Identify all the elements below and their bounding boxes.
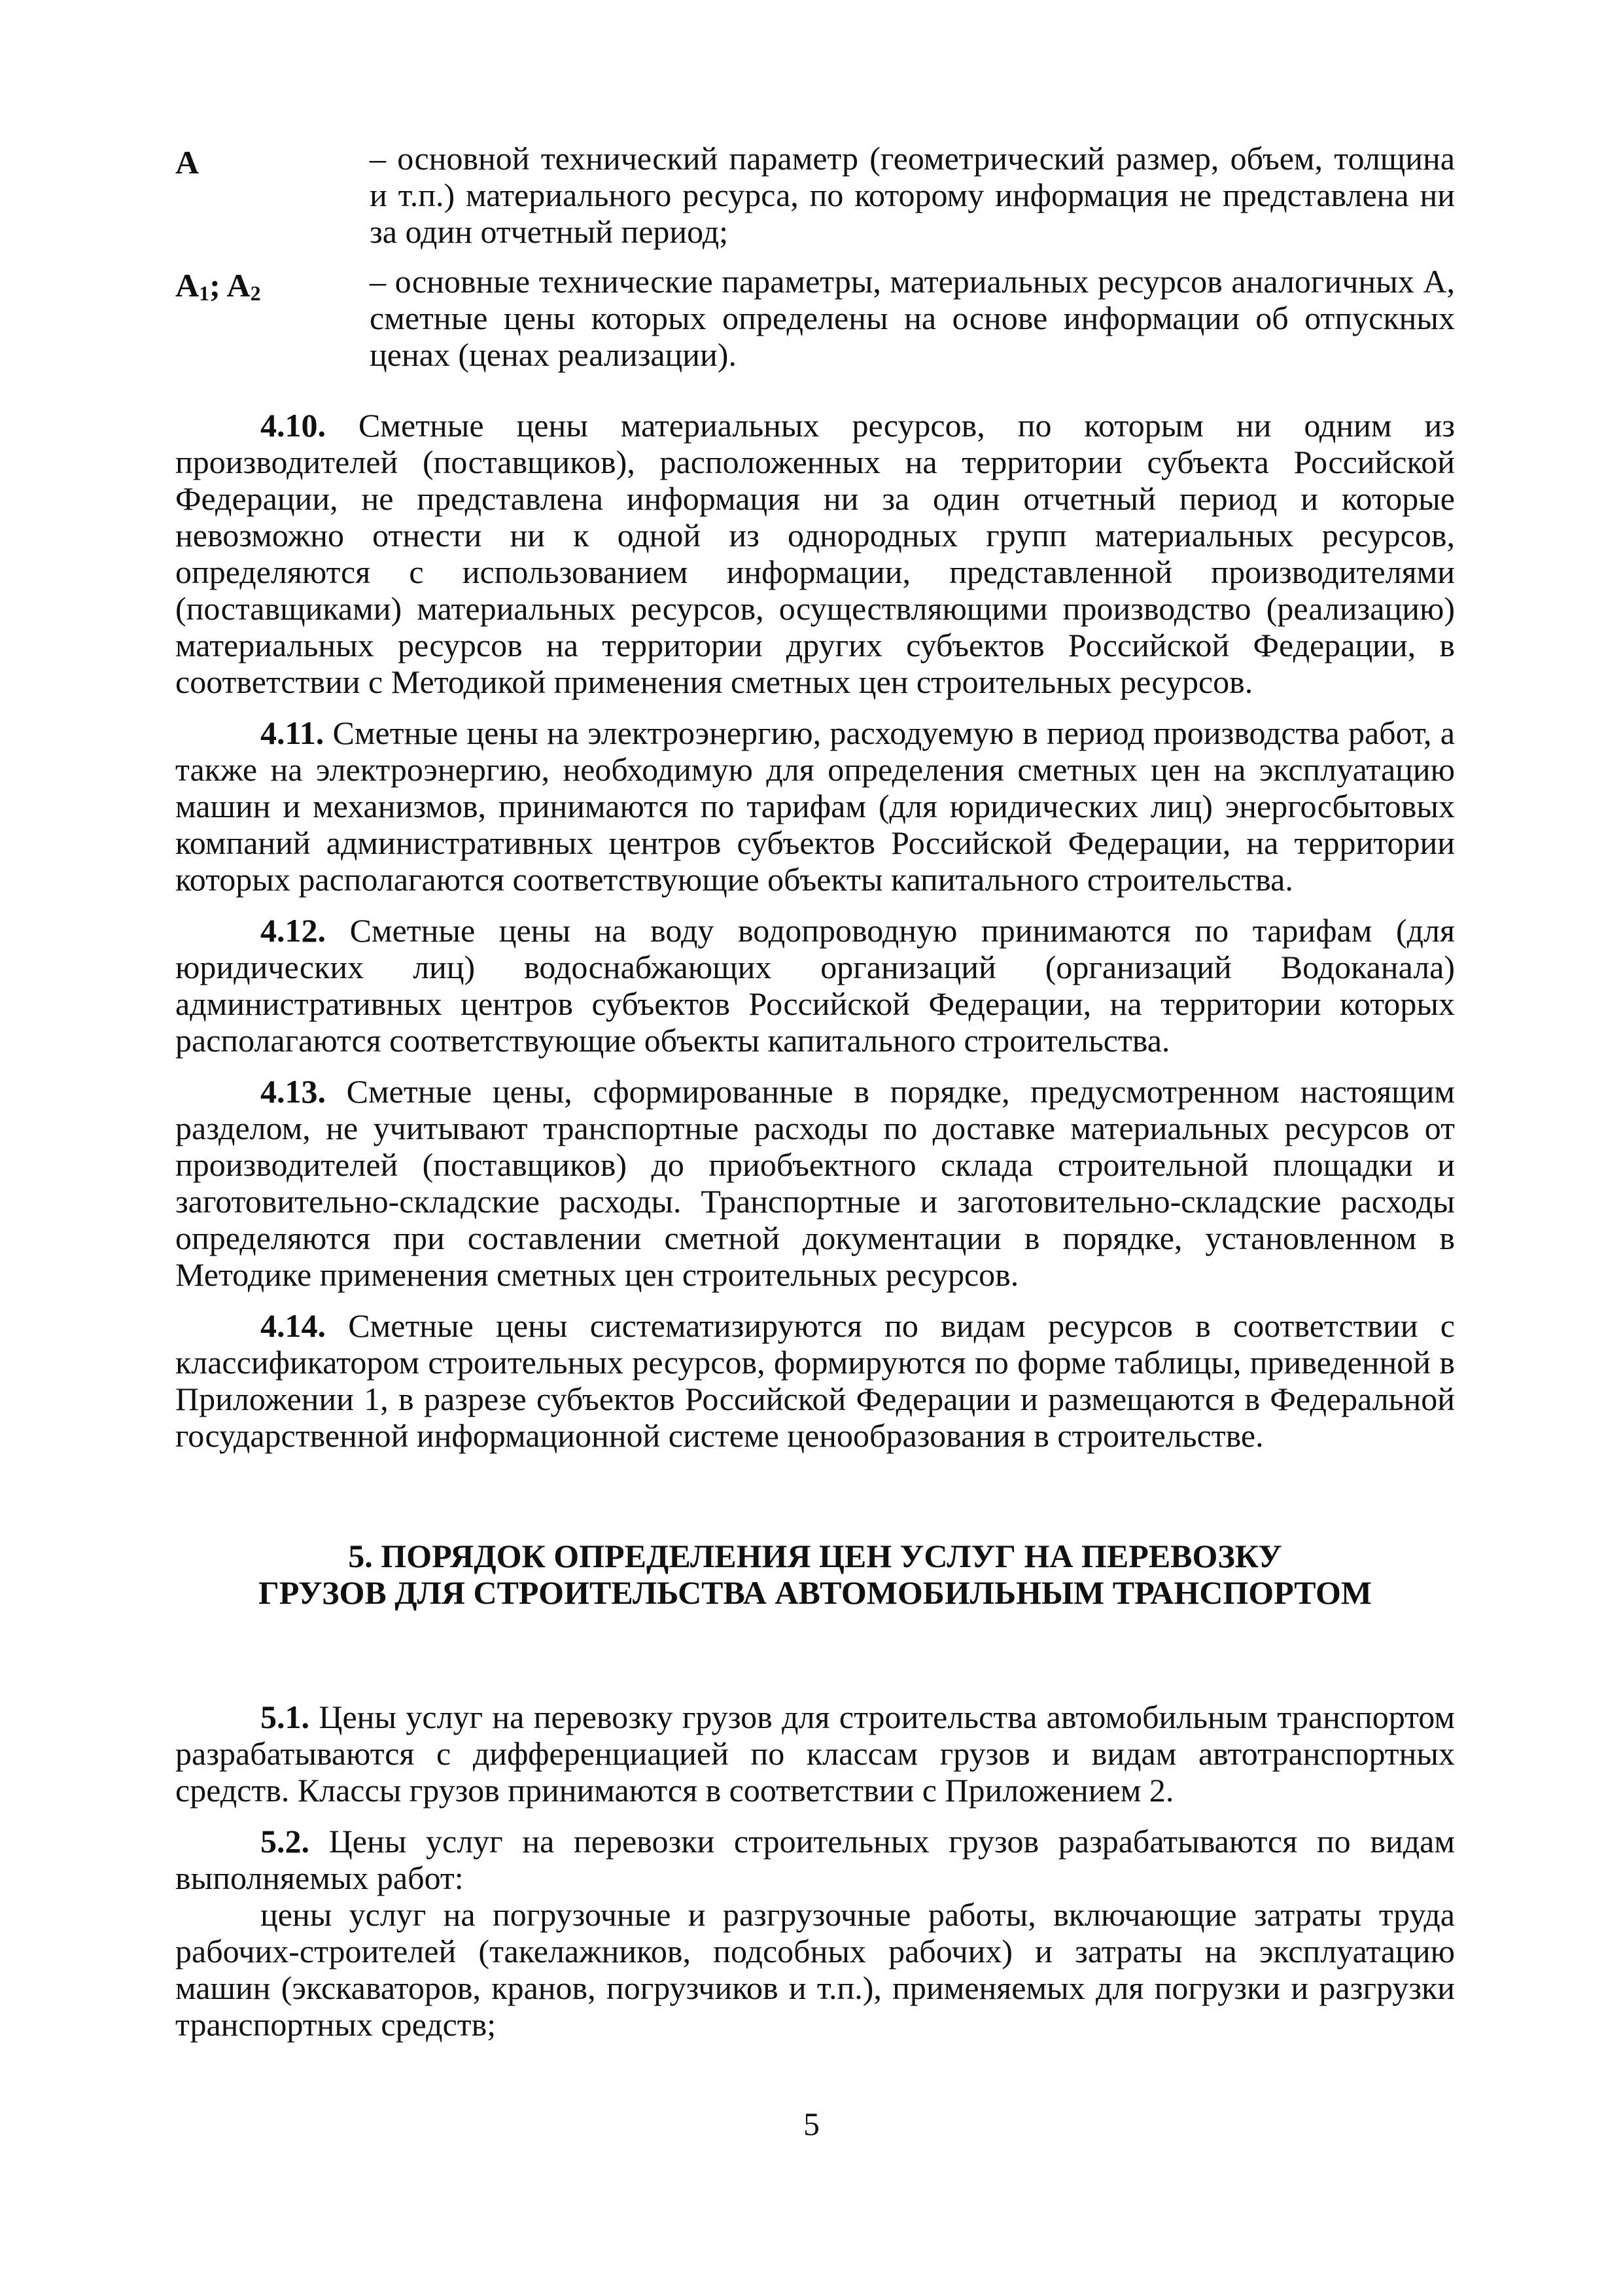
- paragraph-number: 4.12.: [260, 912, 326, 949]
- paragraph-4-14: [175, 1307, 1455, 1454]
- paragraph-text: Сметные цены на воду водопроводную принимаются по тарифам (для юридических лиц) водоснабжающих организаций (организаций Водоканала) административных центров субъектов Российской Федерации, на территории которых располагаются соответствующие объекты капитального строительства.: [175, 912, 1455, 1059]
- definition-term: $A_1$; $A_2$: [175, 267, 261, 305]
- paragraph-text: Сметные цены, сформированные в порядке, предусмотренном настоящим разделом, не учитывают транспортные расходы по доставке материальных ресурсов от производителей (поставщиков) до приобъектного склада строительной площадки и заготовительно-складские расходы. Транспортные и заготовительно-складские расходы определяются при составлении сметной документации в порядке, установленном в Методике применения сметных цен строительных ресурсов.: [175, 1073, 1455, 1293]
- paragraph-4-12: [175, 912, 1455, 1059]
- paragraph-number: 4.14.: [260, 1307, 326, 1344]
- definition-item: [175, 140, 1455, 250]
- paragraph-number: 4.13.: [260, 1073, 326, 1110]
- paragraph-number: 5.2.: [260, 1823, 309, 1860]
- paragraph-4-10: [175, 407, 1455, 700]
- paragraph-number: 4.10.: [260, 407, 326, 444]
- paragraph-4-11: [175, 715, 1455, 898]
- page-number: 5: [803, 2106, 820, 2142]
- section-heading-line: ГРУЗОВ ДЛЯ СТРОИТЕЛЬСТВА АВТОМОБИЛЬНЫМ ТРАНСПОРТОМ: [258, 1574, 1372, 1611]
- definition-text: – основной технический параметр (геометрический размер, объем, толщина и т.п.) материального ресурса, по которому информация не представлена ни за один отчетный период;: [370, 140, 1455, 250]
- paragraph-text: Сметные цены материальных ресурсов, по которым ни одним из производителей (поставщиков), расположенных на территории субъекта Российской Федерации, не представлена информация ни за один отчетный период и которые невозможно отнести ни к одной из однородных групп материальных ресурсов, определяются с использованием информации, представленной производителями (поставщиками) материальных ресурсов, осуществляющими производство (реализацию) материальных ресурсов на территории других субъектов Российской Федерации, в соответствии с Методикой применения сметных цен строительных ресурсов.: [175, 407, 1455, 700]
- definition-term: A: [175, 144, 200, 181]
- definition-item: [175, 263, 1455, 373]
- paragraph-text: Сметные цены систематизируются по видам ресурсов в соответствии с классификатором строительных ресурсов, формируются по форме таблицы, приведенной в Приложении 1, в разрезе субъектов Российской Федерации и размещаются в Федеральной государственной информационной системе ценообразования в строительстве.: [175, 1307, 1455, 1454]
- paragraph-5-2: [175, 1823, 1455, 1896]
- paragraph-text: Сметные цены на электроэнергию, расходуемую в период производства работ, а также на электроэнергию, необходимую для определения сметных цен на эксплуатацию машин и механизмов, принимаются по тарифам (для юридических лиц) энергосбытовых компаний административных центров субъектов Российской Федерации, на территории которых располагаются соответствующие объекты капитального строительства.: [175, 715, 1455, 898]
- paragraph-text: Цены услуг на перевозки строительных грузов разрабатываются по видам выполняемых работ:: [175, 1823, 1455, 1896]
- paragraph-number: 4.11.: [260, 715, 324, 751]
- definition-text: – основные технические параметры, материальных ресурсов аналогичных А, сметные цены которых определены на основе информации об отпускных ценах (ценах реализации).: [370, 263, 1455, 373]
- section-heading: [175, 1538, 1455, 1611]
- page-content: [175, 140, 1455, 2043]
- paragraph-text: Цены услуг на перевозку грузов для строительства автомобильным транспортом разрабатываются с дифференциацией по классам грузов и видам автотранспортных средств. Классы грузов принимаются в соответствии с Приложением 2.: [175, 1699, 1455, 1809]
- paragraph-number: 5.1.: [260, 1699, 309, 1735]
- paragraph-4-13: [175, 1073, 1455, 1293]
- section-heading-line: 5. ПОРЯДОК ОПРЕДЕЛЕНИЯ ЦЕН УСЛУГ НА ПЕРЕВОЗКУ: [348, 1538, 1282, 1574]
- subparagraph: цены услуг на погрузочные и разгрузочные работы, включающие затраты труда рабочих-строителей (такелажников, подсобных рабочих) и затраты на эксплуатацию машин (экскаваторов, кранов, погрузчиков и т.п.), применяемых для погрузки и разгрузки транспортных средств;: [175, 1896, 1455, 2043]
- paragraph-5-1: [175, 1699, 1455, 1809]
- definitions-list: [175, 140, 1455, 373]
